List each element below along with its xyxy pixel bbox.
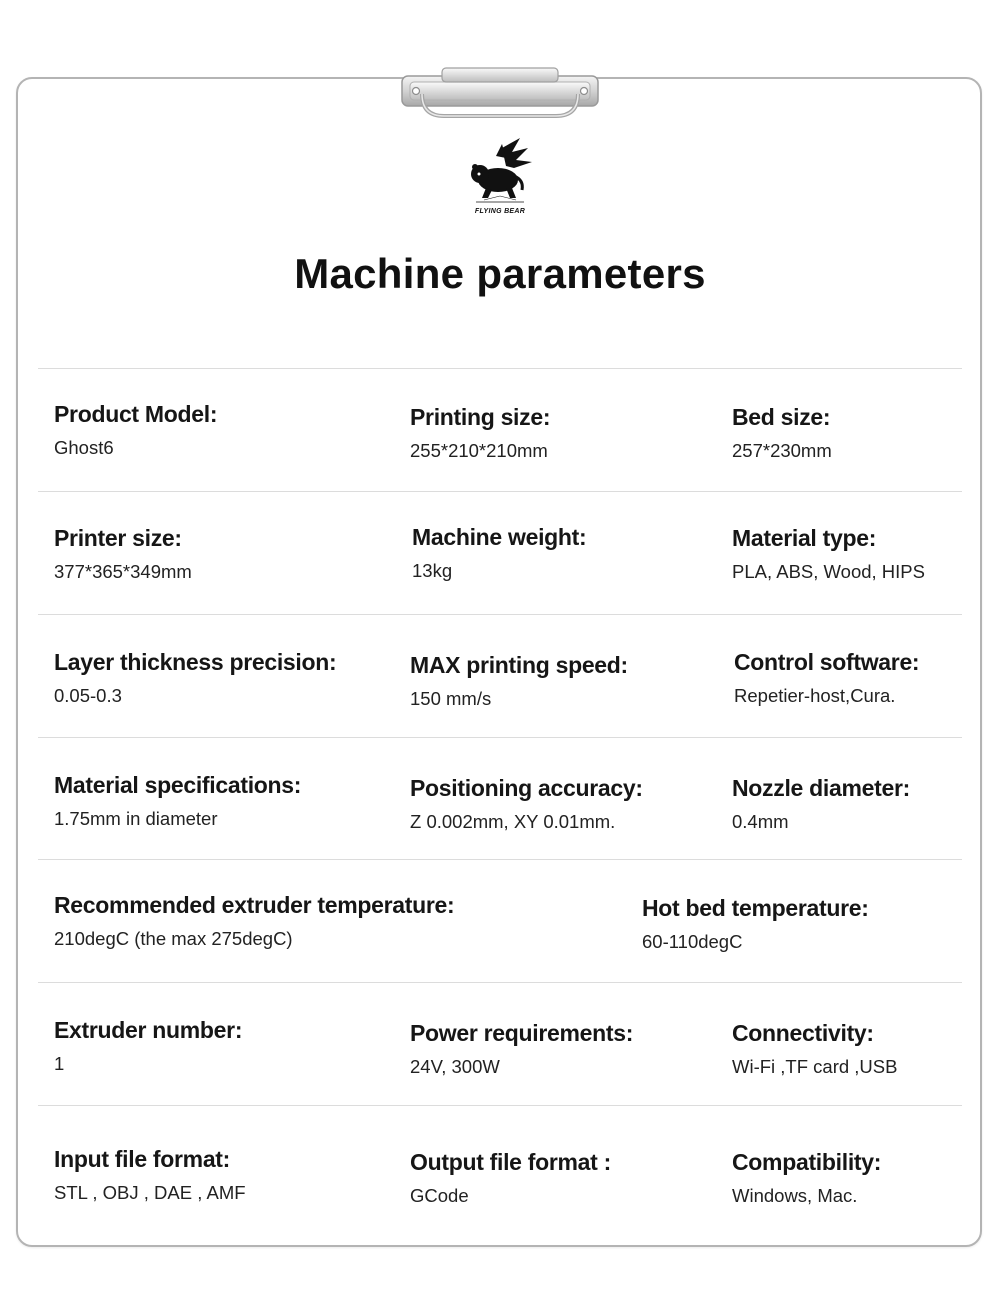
spec-label: Product Model: <box>54 401 218 427</box>
row-divider <box>38 982 962 983</box>
spec-value: 1.75mm in diameter <box>54 808 218 829</box>
spec-value: 0.4mm <box>732 811 789 832</box>
spec-label: Positioning accuracy: <box>410 775 643 801</box>
spec-value: Wi-Fi ,TF card ,USB <box>732 1056 898 1077</box>
spec-label: Extruder number: <box>54 1017 243 1043</box>
spec-value: Z 0.002mm, XY 0.01mm. <box>410 811 616 832</box>
spec-control-software <box>734 649 919 707</box>
page-title: Machine parameters <box>294 250 706 297</box>
spec-value: 210degC (the max 275degC) <box>54 928 293 949</box>
row-divider <box>38 491 962 492</box>
spec-label: Input file format: <box>54 1146 231 1172</box>
spec-label: Output file format : <box>410 1149 611 1175</box>
spec-label: Material specifications: <box>54 772 302 798</box>
spec-extruder-number <box>54 1017 242 1075</box>
clipboard-clip-icon <box>400 66 600 122</box>
spec-power-requirements <box>410 1020 633 1078</box>
spec-value: Repetier-host,Cura. <box>734 685 896 706</box>
spec-value: Ghost6 <box>54 437 114 458</box>
spec-label: Material type: <box>732 525 877 551</box>
spec-printing-size <box>410 404 550 462</box>
spec-label: Recommended extruder temperature: <box>54 892 455 918</box>
spec-label: Printing size: <box>410 404 551 430</box>
spec-label: Connectivity: <box>732 1020 874 1046</box>
spec-material-specifications <box>54 772 301 830</box>
spec-value: 1 <box>54 1053 65 1074</box>
spec-layer-thickness <box>54 649 336 707</box>
spec-value: 60-110degC <box>642 931 743 952</box>
spec-value: 150 mm/s <box>410 688 492 709</box>
flying-bear-logo-icon <box>462 136 538 218</box>
spec-nozzle-diameter <box>732 775 910 833</box>
spec-label: Nozzle diameter: <box>732 775 910 801</box>
spec-label: Layer thickness precision: <box>54 649 337 675</box>
spec-positioning-accuracy <box>410 775 643 833</box>
spec-value: PLA, ABS, Wood, HIPS <box>732 561 925 582</box>
spec-value: 377*365*349mm <box>54 561 192 582</box>
spec-label: Printer size: <box>54 525 182 551</box>
spec-label: Compatibility: <box>732 1149 882 1175</box>
row-divider <box>38 859 962 860</box>
spec-value: 257*230mm <box>732 440 832 461</box>
spec-machine-weight <box>412 524 586 582</box>
spec-label: Machine weight: <box>412 524 587 550</box>
spec-material-type <box>732 525 925 583</box>
spec-connectivity <box>732 1020 897 1078</box>
spec-extruder-temperature <box>54 892 454 950</box>
row-divider <box>38 737 962 738</box>
spec-value: STL , OBJ , DAE , AMF <box>54 1182 246 1203</box>
spec-label: Power requirements: <box>410 1020 634 1046</box>
row-divider <box>38 1105 962 1106</box>
spec-value: 0.05-0.3 <box>54 685 122 706</box>
spec-hot-bed-temperature <box>642 895 869 953</box>
spec-value: 13kg <box>412 560 453 581</box>
spec-output-file-format <box>410 1149 611 1207</box>
row-divider <box>38 368 962 369</box>
brand-logo-text: FLYING BEAR <box>474 208 526 215</box>
spec-value: Windows, Mac. <box>732 1185 858 1206</box>
spec-label: Bed size: <box>732 404 831 430</box>
spec-compatibility <box>732 1149 881 1207</box>
spec-input-file-format <box>54 1146 246 1204</box>
spec-value: GCode <box>410 1185 469 1206</box>
spec-label: Hot bed temperature: <box>642 895 869 921</box>
spec-bed-size <box>732 404 832 462</box>
spec-printer-size <box>54 525 192 583</box>
spec-product-model <box>54 401 217 459</box>
spec-value: 24V, 300W <box>410 1056 500 1077</box>
row-divider <box>38 614 962 615</box>
spec-value: 255*210*210mm <box>410 440 548 461</box>
spec-label: MAX printing speed: <box>410 652 628 678</box>
spec-max-printing-speed <box>410 652 628 710</box>
spec-label: Control software: <box>734 649 920 675</box>
